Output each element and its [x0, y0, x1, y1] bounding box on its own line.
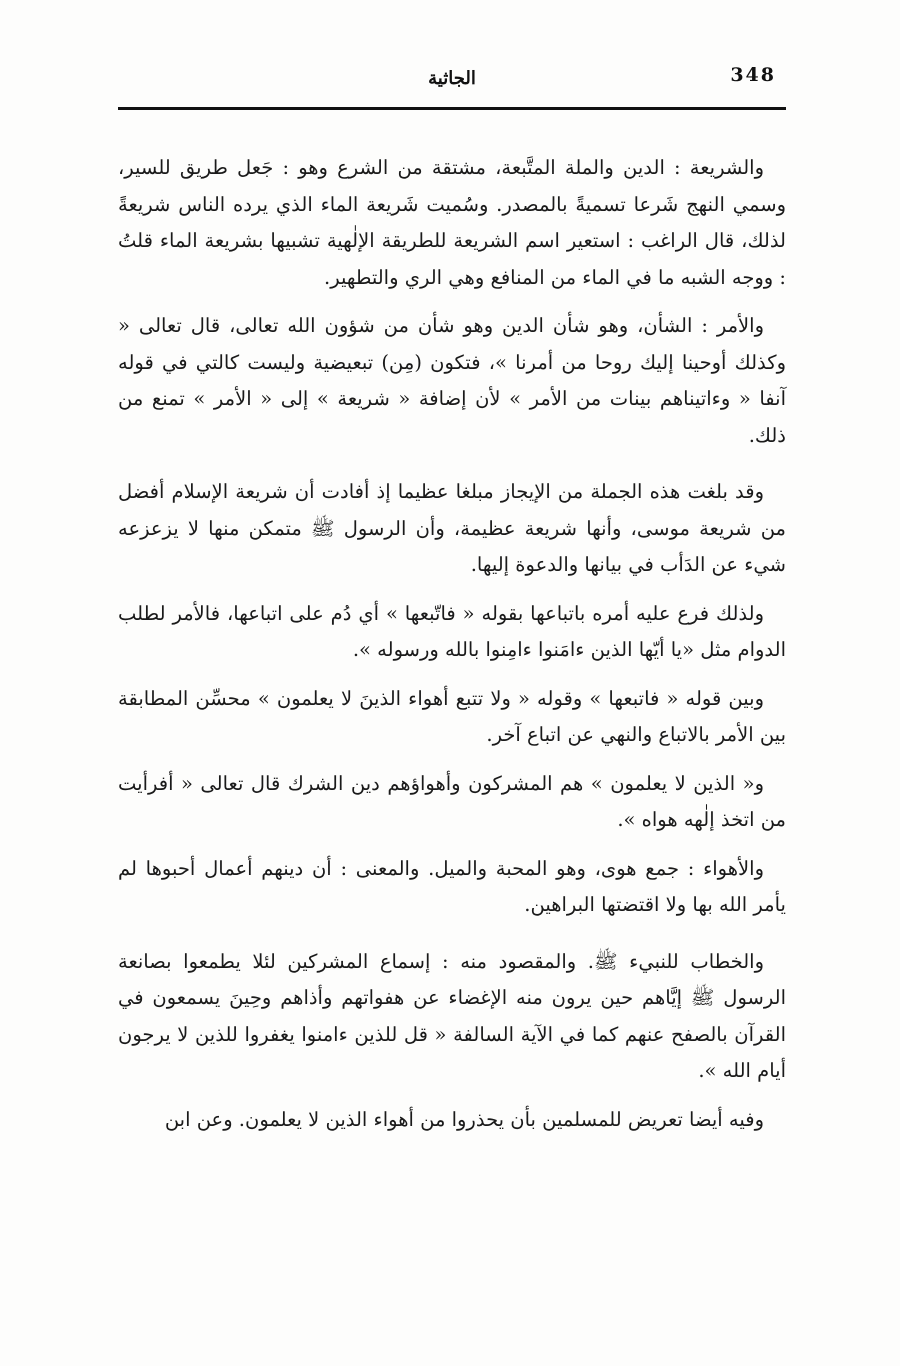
paragraph-sharia: والشريعة : الدين والملة المتَّبعة، مشتقة من الشرع وهو : جَعل طريق للسير، وسمي النهج شَرعا تسميةً بالمصدر. وسُميت شَريعة الماء الذي يرده الناس شريعةً لذلك، قال الراغب : استعير اسم الشريعة للطريقة الإلٰهية تشبيها بشريعة الماء قلتُ : ووجه الشبه ما في الماء من المنافع وهي الري والتطهير. — [118, 156, 786, 289]
page-header — [118, 60, 786, 100]
paragraph-ijaz: وقد بلغت هذه الجملة من الإيجاز مبلغا عظيما إذ أفادت أن شريعة الإسلام أفضل من شريعة موسى، وأنها شريعة عظيمة، وأن الرسول ﷺ متمكن منها لا يزعزعه شيء عن الدَأب في بيانها والدعوة إليها. — [118, 480, 786, 576]
page-number: 348 — [730, 64, 776, 86]
header-rule — [118, 107, 786, 110]
paragraph-mushrikun: و« الذين لا يعلمون » هم المشركون وأهواؤهم دين الشرك قال تعالى « أفرأيت من اتخذ إلٰهه هواه ». — [118, 771, 786, 831]
paragraph-ahwa: والأهواء : جمع هوى، وهو المحبة والميل. والمعنى : أن دينهم أعمال أحبوها لم يأمر الله بها ولا اقتضتها البراهين. — [118, 856, 786, 916]
page-body — [118, 150, 786, 1150]
paragraph-ittibaa: ولذلك فرع عليه أمره باتباعها بقوله « فاتّبعها » أي دُم على اتباعها، فالأمر لطلب الدوام مثل «يا أيّها الذين ءامَنوا ءامِنوا بالله ورسوله ». — [118, 601, 786, 661]
paragraph-mutabaqa: وبين قوله « فاتبعها » وقوله « ولا تتبع أهواء الذينَ لا يعلمون » محسِّن المطابقة بين الأمر بالاتباع والنهي عن اتباع آخر. — [118, 686, 786, 746]
paragraph-tarid: وفيه أيضا تعريض للمسلمين بأن يحذروا من أهواء الذين لا يعلمون. وعن ابن — [164, 1107, 764, 1131]
paragraph-khitab: والخطاب للنبيء ﷺ. والمقصود منه : إسماع المشركين لئلا يطمعوا بصانعة الرسول ﷺ إيَّاهم حين يرون منه الإغضاء عن هفواتهم وأذاهم وحِينَ يسمعون في القرآن بالصفح عنهم كما في الآية السالفة « قل للذين ءامنوا يغفروا للذين لا يرجون أيام الله ». — [118, 949, 786, 1082]
paragraph-amr: والأمر : الشأن، وهو شأن الدين وهو شأن من شؤون الله تعالى، قال تعالى « وكذلك أوحينا إليك روحا من أمرنا »، فتكون (مِن) تبعيضية وليست كالتي في قوله آنفا « وءاتيناهم بينات من الأمر » لأن إضافة « شريعة » إلى « الأمر » تمنع من ذلك. — [118, 314, 786, 447]
running-title: الجاثية — [428, 68, 476, 89]
